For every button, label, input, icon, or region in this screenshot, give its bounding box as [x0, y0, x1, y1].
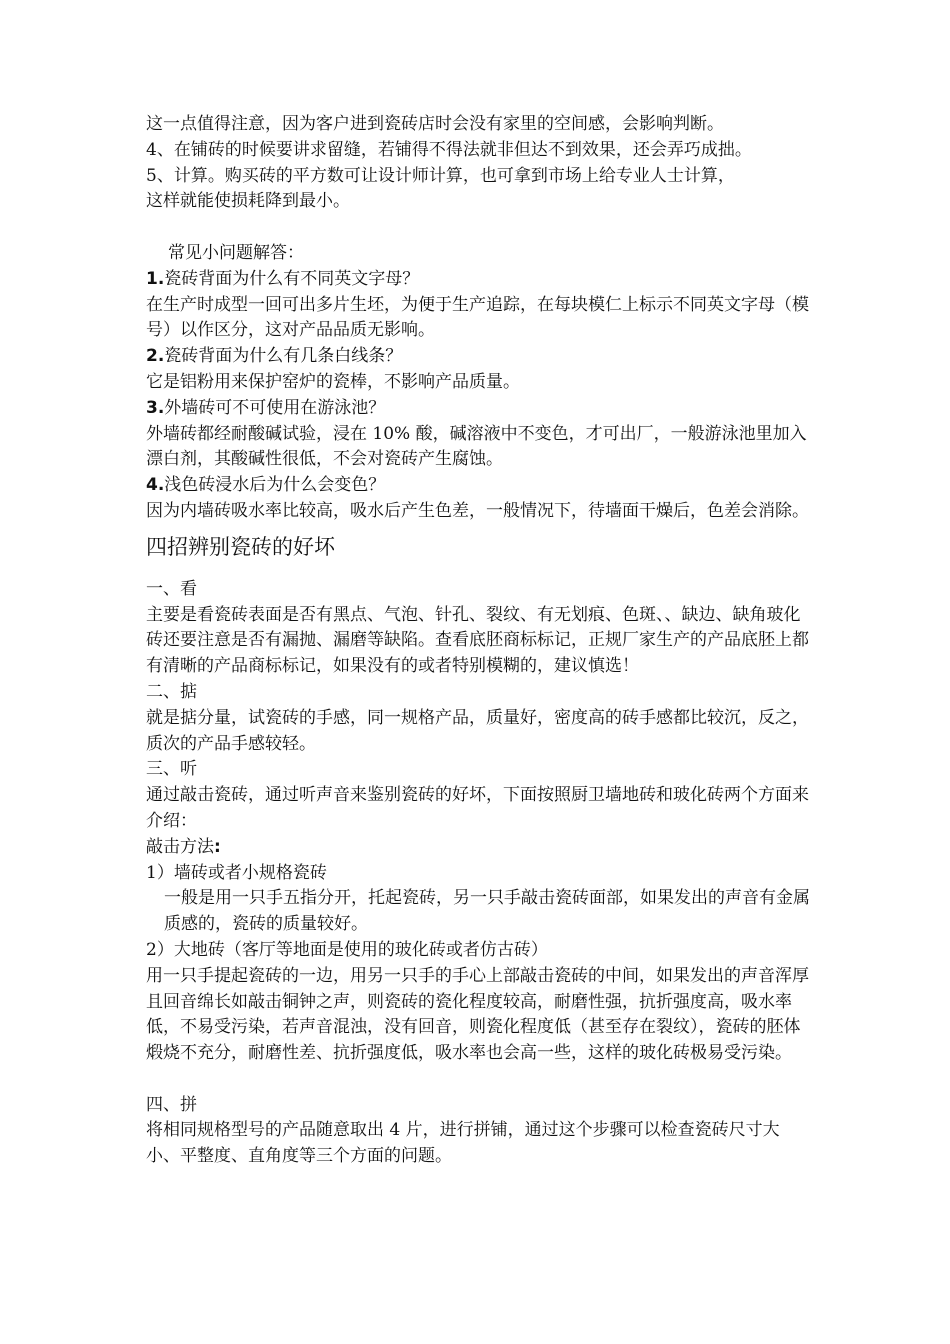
- faq-number-2: 2.: [146, 346, 165, 367]
- intro-line-3: 5、计算。购买砖的平方数可让设计师计算，也可拿到市场上给专业人士计算，: [146, 165, 735, 186]
- faq-number-1: 1.: [146, 268, 165, 289]
- faq-question-text-1: 瓷砖背面为什么有不同英文字母？: [164, 268, 420, 289]
- faq-item-2: [146, 344, 810, 396]
- listen-body: 通过敲击瓷砖，通过听声音来鉴别瓷砖的好坏，下面按照厨卫墙地砖和玻化砖两个方面来介绍：: [146, 785, 809, 831]
- weigh-body: 就是掂分量，试瓷砖的手感，同一规格产品，质量好，密度高的砖手感都比较沉，反之，质次的产品手感较轻。: [146, 707, 809, 754]
- wall-tile-subtitle: 1）墙砖或者小规格瓷砖: [146, 862, 327, 883]
- knock-method-colon: :: [214, 836, 221, 857]
- faq-item-4: [146, 473, 810, 525]
- document-page: [146, 112, 810, 1170]
- floor-tile-body: 用一只手提起瓷砖的一边，用另一只手的手心上部敲击瓷砖的中间，如果发出的声音浑厚且回音绵长如敲击铜钟之声，则瓷砖的瓷化程度较高，耐磨性强，抗折强度高，吸水率低，不易受污染，若声音混浊，没有回音，则瓷化程度低（甚至存在裂纹），瓷砖的胚体煅烧不充分，耐磨性差、抗折强度低，吸水率也会高一些，这样的玻化砖极易受污染。: [146, 965, 809, 1064]
- knock-method-text: 敲击方法: [146, 836, 214, 857]
- faq-question-1: [146, 267, 810, 293]
- faq-question-2: [146, 344, 810, 370]
- assemble-title: 四、拼: [146, 1094, 197, 1115]
- listen-title: 三、听: [146, 759, 197, 780]
- faq-item-1: [146, 267, 810, 344]
- faq-question-3: [146, 396, 810, 422]
- faq-question-text-2: 瓷砖背面为什么有几条白线条？: [164, 346, 403, 367]
- intro-line-4: 这样就能使损耗降到最小。: [146, 191, 350, 212]
- knock-method-label: [146, 835, 810, 861]
- faq-answer-1: 在生产时成型一回可出多片生坯，为便于生产追踪，在每块模仁上标示不同英文字母（模号）以作区分，这对产品品质无影响。: [146, 294, 809, 341]
- intro-line-2: 4、在铺砖的时候要讲求留缝，若铺得不得法就非但达不到效果，还会弄巧成拙。: [146, 139, 752, 160]
- faq-answer-2: 它是铝粉用来保护窑炉的瓷棒，不影响产品质量。: [146, 371, 520, 392]
- intro-line-1: 这一点值得注意，因为客户进到瓷砖店时会没有家里的空间感，会影响判断。: [146, 114, 724, 134]
- wall-tile-body: 一般是用一只手五指分开，托起瓷砖，另一只手敲击瓷砖面部，如果发出的声音有金属质感的，瓷砖的质量较好。: [164, 888, 810, 935]
- faq-question-4: [146, 473, 810, 499]
- faq-answer-4: 因为内墙砖吸水率比较高，吸水后产生色差，一般情况下，待墙面干燥后，色差会消除。: [146, 500, 809, 521]
- faq-question-text-4: 浅色砖浸水后为什么会变色？: [164, 475, 386, 496]
- faq-title: 常见小问题解答：: [168, 242, 304, 263]
- look-body: 主要是看瓷砖表面是否有黑点、气泡、针孔、裂纹、有无划痕、色斑、、缺边、缺角玻化砖还要注意是否有漏抛、漏磨等缺陷。查看底胚商标标记，正规厂家生产的产品底胚上都有清晰的产品商标标记，如果没有的或者特别模糊的，建议慎选！: [146, 604, 809, 677]
- look-title: 一、看: [146, 578, 197, 599]
- faq-number-4: 4.: [146, 475, 165, 496]
- assemble-body: 将相同规格型号的产品随意取出 4 片，进行拼铺，通过这个步骤可以检查瓷砖尺寸大小、平整度、直角度等三个方面的问题。: [146, 1120, 780, 1167]
- faq-number-3: 3.: [146, 397, 165, 418]
- section-heading: 四招辨别瓷砖的好坏: [146, 534, 335, 559]
- faq-answer-3: 外墙砖都经耐酸碱试验，浸在 10% 酸，碱溶液中不变色，才可出厂，一般游泳池里加入漂白剂，其酸碱性很低，不会对瓷砖产生腐蚀。: [146, 423, 807, 470]
- blank-line: [146, 215, 810, 241]
- floor-tile-subtitle: 2）大地砖（客厅等地面是使用的玻化砖或者仿古砖）: [146, 939, 548, 960]
- blank-line: [146, 1067, 810, 1093]
- faq-question-text-3: 外墙砖可不可使用在游泳池？: [164, 397, 386, 418]
- weigh-title: 二、掂: [146, 681, 197, 702]
- faq-item-3: [146, 396, 810, 473]
